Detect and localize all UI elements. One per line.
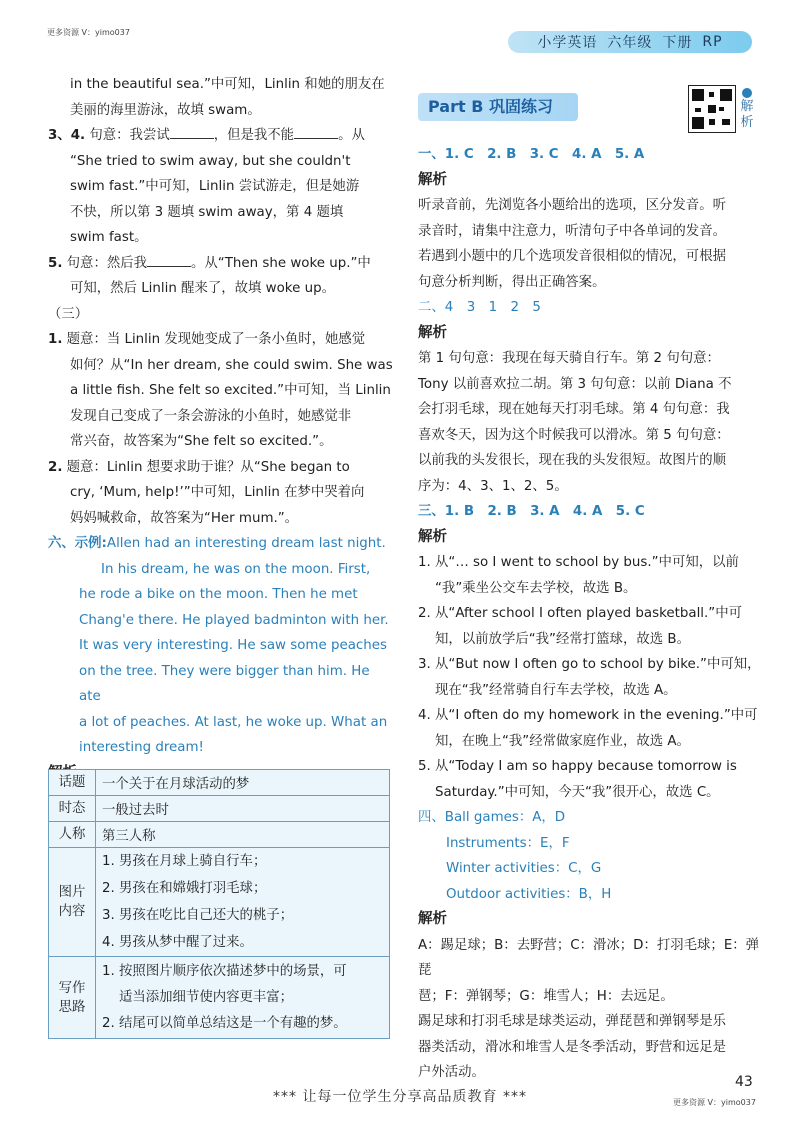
item-5: 5. 句意：然后我 。从“Then she woke up.”中 [48, 255, 371, 271]
section-two-answers: 二、4 3 1 2 5 [418, 300, 541, 315]
series-header [508, 31, 752, 53]
header-edition: RP [702, 34, 723, 50]
play-icon [742, 88, 752, 98]
section-three: （三） [48, 306, 89, 322]
section-one-answers: 一、1. C 2. B 3. C 4. A 5. A [418, 147, 645, 162]
sample-essay: In his dream, he was on the moon. First, he rode a bike on the moon. Then he met Chang'e there. He played badminton with her. It was very interesting. He saw some peaches on the tree. They were bigger than him. He ate a lot of peaches. At last, he woke up. What an interesting dream! [79, 561, 389, 755]
header-subject: 小学英语 [537, 35, 598, 51]
top-left-note: 更多资源 V：yimo037 [47, 28, 130, 37]
writing-plan-table: 话题 一个关于在月球活动的梦 时态 一般过去时 人称 第三人称 图片 内容 1. 男孩在月球上骑自行车； 2. 男孩在和嫦娥打羽毛球； 3. 男孩在吃比自己还大的桃子； 4. 男孩从梦中醒了过来。 写作 思路 1. 按照图片顺序依次描述梦中的场景，可 适当添加细节使内容更丰富； 2. 结尾可以简单总结这是一个有趣的梦。 [48, 769, 390, 1039]
item-p2: 2. 题意：Linlin 想要求助于谁？从“She began to [48, 459, 350, 475]
footer-slogan: *** 让每一位学生分享高品质教育 *** [273, 1089, 527, 1105]
item-3-4: 3、4. 句意：我尝试 ，但是我不能 。从 [48, 128, 365, 143]
item-p1: 1. 题意：当 Linlin 发现她变成了一条小鱼时，她感觉 [48, 332, 366, 347]
left-column: in the beautiful sea.”中可知，Linlin 和她的朋友在 美丽的海里游泳，故填 swam。 3、4. 句意：我尝试 ，但是我不能 。从 “She tried to swim away, but she couldn't swim fast.”中可知，Linlin 尝试游走，但是她游 不快，所以第 3 题填 swim away，第 4 题填 swim fast。 5. 句意：然后我 。从“Then she woke up.”中 可知，然后 Linlin 醒来了，故填 woke up。 （三） 1. 题意：当 Linlin 发现她变成了一条小鱼时，她感觉 如何？从“In her dream, she could swim. She was a little fish. She felt so excited.”中可知，当 Linlin 发现自己变成了一条会游泳的小鱼时，她感觉非 常兴奋，故答案为“She felt so excited.”。 2. 题意：Linlin 想要求助于谁？从“She began to cry, ‘Mum, help!’”中可知，Linlin 在梦中哭着向 妈妈喊救命，故答案为“Her mum.”。 六、示例:Allen had an interesting dream last night. In his dream, he was on the moon. First, he rode a bike on the moon. Then he met Chang'e there. He played badminton with her. It was very interesting. He saw some peaches on the tree. They were bigger than him. He ate a lot of peaches. At last, he woke up. What an interesting dream! [48, 72, 393, 786]
section-six: 六、示例:Allen had an interesting dream last night. [48, 536, 386, 551]
right-column: 一、1. C 2. B 3. C 4. A 5. A 解析 听录音前，先浏览各小题给出的选项，区分发音。听 录音时，请集中注意力，听清句子中各单词的发音。 若遇到小题中的几个选项发音很相似的情况，可根据 句意分析判断，得出正确答案。 二、4 3 1 2 5 解析 第 1 句句意：我现在每天骑自行车。第 2 句句意： Tony 以前喜欢拉二胡。第 3 句句意：以前 Diana 不 会打羽毛球，现在她每天打羽毛球。第 4 句句意：我 喜欢冬天，因为这个时候我可以滑冰。第 5 句句意： 以前我的头发很长，现在我的头发很短。故图片的顺 序为：4、3、1、2、5。 三、1. B 2. B 3. A 4. A 5. C 解析 1. 从“… so I went to school by bus.”中可知，以前 “我”乘坐公交车去学校，故选 B。 2. 从“After school I often played basketball.”中可 知，以前放学后“我”经常打篮球，故选 B。 3. 从“But now I often go to school by bike.”中可知， 现在“我”经常骑自行车去学校，故选 A。 4. 从“I often do my homework in the evening.”中可 知，在晚上“我”经常做家庭作业，故选 A。 5. 从“Today I am so happy because tomorrow is Saturday.”中可知，今天“我”很开心，故选 C。 四、Ball games：A，D Instruments：E，F Winter activities：C，G Outdoor activities：B，H 解析 A：踢足球；B：去野营；C：滑冰；D：打羽毛球；E：弹琵 琶；F：弹钢琴；G：堆雪人；H：去远足。 踢足球和打羽毛球是球类运动，弹琵琶和弹钢琴是乐 器类活动，滑冰和堆雪人是冬季活动，野营和远足是 户外活动。 [418, 142, 763, 1086]
section-four-answers: 四、Ball games：A，D [418, 810, 566, 825]
qr-caption: 解析 [739, 88, 755, 131]
header-grade: 六年级 [607, 35, 653, 51]
part-b-banner: Part B 巩固练习 [418, 93, 578, 121]
bottom-right-note: 更多资源 V：yimo037 [673, 1098, 756, 1107]
header-term: 下册 [662, 35, 693, 51]
section-three-answers: 三、1. B 2. B 3. A 4. A 5. C [418, 504, 645, 519]
qr-code-icon[interactable] [688, 85, 736, 133]
page-number: 43 [735, 1074, 753, 1090]
